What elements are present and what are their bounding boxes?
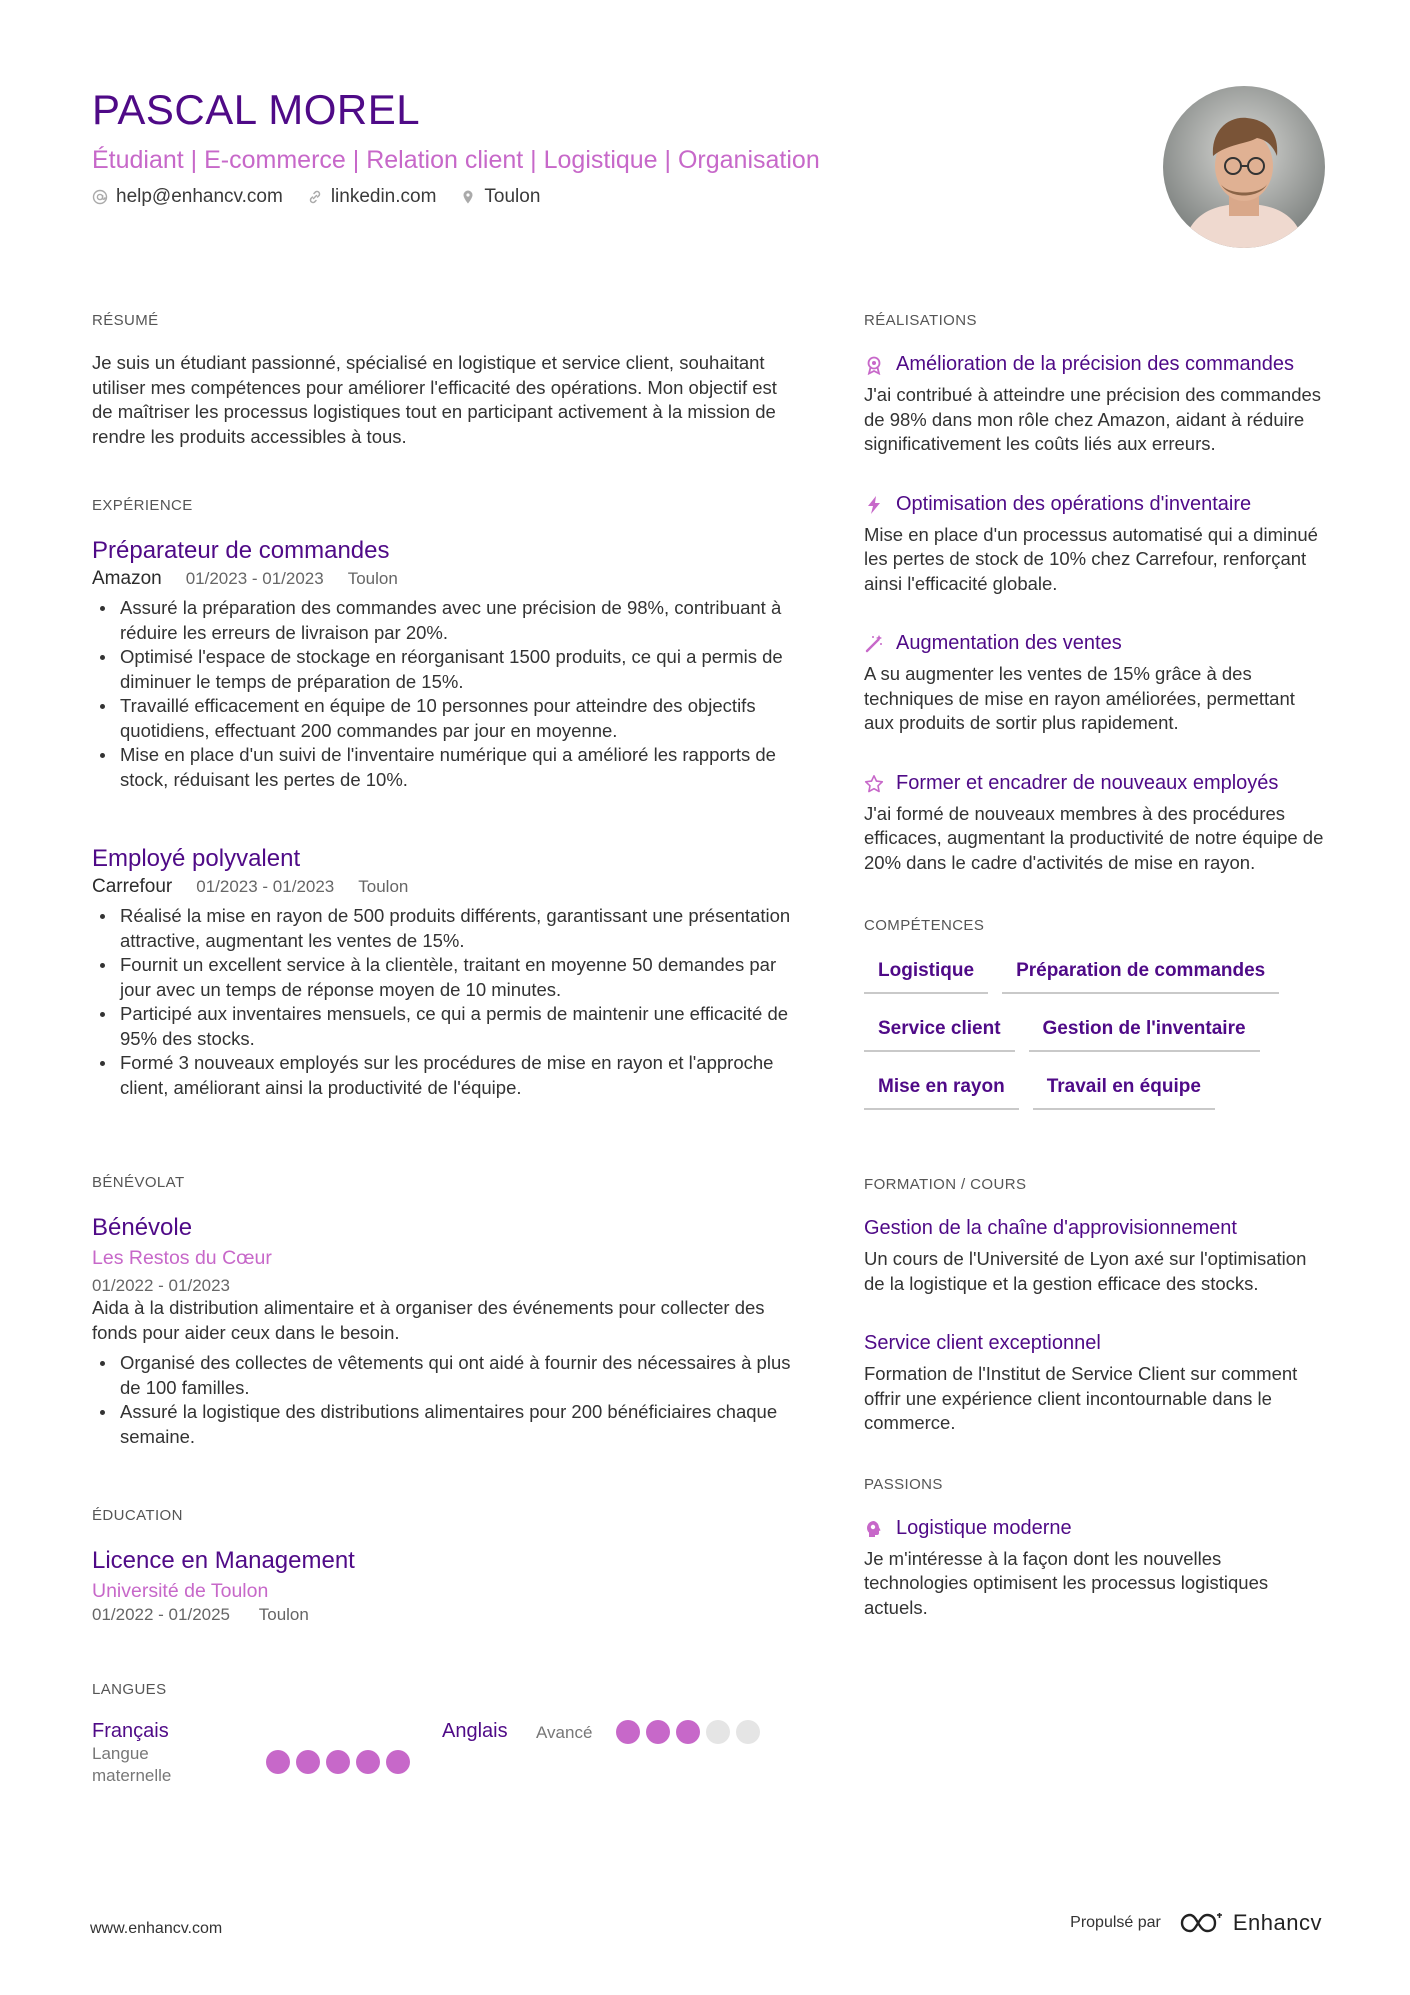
skills-section [864, 917, 1324, 1110]
achievement-title: Former et encadrer de nouveaux employés [896, 771, 1279, 794]
rating-dot-filled [646, 1720, 670, 1744]
job-company: Amazon [92, 568, 162, 589]
achievement-desc: J'ai contribué à atteindre une précision des commandes de 98% dans mon rôle chez Amazon, aidant à réduire significativement les coûts liés aux erreurs. [864, 384, 1322, 454]
passions-section [864, 1476, 1324, 1621]
job-role: Employé polyvalent [92, 845, 301, 872]
achievement-title: Amélioration de la précision des commandes [896, 353, 1294, 375]
language-name: Français [92, 1720, 169, 1742]
job-meta [92, 568, 792, 590]
link-icon [307, 189, 323, 205]
brand-logo[interactable] [1179, 1910, 1322, 1936]
course-item [864, 1215, 1324, 1296]
passion-title: Logistique moderne [896, 1516, 1072, 1539]
contact-email[interactable] [92, 186, 283, 208]
bullet-item: Assuré la préparation des commandes avec une précision de 98%, contribuant à réduire les erreurs de livraison par 20%. [92, 596, 792, 645]
headline: Étudiant | E-commerce | Relation client | Logistique | Organisation [92, 146, 820, 174]
education-location: Toulon [258, 1605, 309, 1624]
lightning-icon [864, 495, 884, 515]
language-level: Langue maternelle [92, 1744, 172, 1785]
course-item [864, 1330, 1324, 1436]
at-icon [92, 189, 108, 205]
skills-list [864, 956, 1324, 1110]
job-bullets [92, 596, 792, 792]
job-dates: 01/2023 - 01/2023 [196, 877, 335, 896]
experience-heading: EXPÉRIENCE [92, 497, 193, 514]
job-company: Carrefour [92, 876, 173, 897]
achievement-item [864, 351, 1324, 457]
bullet-item: Optimisé l'espace de stockage en réorganisant 1500 produits, ce qui a permis de diminuer le temps de préparation de 15%. [92, 645, 792, 694]
language-rating [266, 1750, 410, 1787]
skill-tag: Travail en équipe [1033, 1072, 1215, 1110]
rating-dot-filled [386, 1750, 410, 1774]
achievement-desc: J'ai formé de nouveaux membres à des procédures efficaces, augmentant la productivité de notre équipe de 20% dans le cadre d'activités de mise en rayon. [864, 802, 1324, 873]
job-location: Toulon [358, 877, 409, 896]
language-item [92, 1720, 442, 1787]
right-column [864, 312, 1324, 1668]
brain-head-icon [864, 1519, 884, 1539]
job-location: Toulon [347, 569, 398, 588]
skill-tag: Logistique [864, 956, 988, 994]
skill-tag: Service client [864, 1014, 1015, 1052]
bullet-item: Assuré la logistique des distributions alimentaires pour 200 bénéficiaires chaque semaine. [92, 1400, 792, 1449]
volunteer-dates: 01/2022 - 01/2023 [92, 1276, 231, 1295]
skills-heading: COMPÉTENCES [864, 917, 985, 934]
achievement-title: Augmentation des ventes [896, 632, 1122, 654]
skill-tag: Préparation de commandes [1002, 956, 1279, 994]
language-rating [616, 1720, 760, 1787]
enhancv-logo-icon [1179, 1911, 1225, 1935]
volunteer-bullets [92, 1351, 792, 1449]
skill-tag: Mise en rayon [864, 1072, 1019, 1110]
bullet-item: Formé 3 nouveaux employés sur les procédures de mise en rayon et l'approche client, améliorant ainsi la productivité de l'équipe. [92, 1051, 792, 1100]
location-text: Toulon [484, 186, 541, 207]
achievement-item [864, 491, 1324, 597]
linkedin-text: linkedin.com [330, 186, 437, 207]
volunteer-heading: BÉNÉVOLAT [92, 1174, 185, 1191]
bullet-item: Participé aux inventaires mensuels, ce qui a permis de maintenir une efficacité de 95% des stocks. [92, 1002, 792, 1051]
footer-branding [1070, 1910, 1322, 1936]
candidate-name: PASCAL MOREL [92, 86, 421, 133]
rating-dot-filled [296, 1750, 320, 1774]
education-meta [92, 1605, 792, 1625]
achievement-title: Optimisation des opérations d'inventaire [896, 492, 1252, 515]
languages-list [92, 1720, 792, 1787]
bullet-item: Mise en place d'un suivi de l'inventaire numérique qui a amélioré les rapports de stock, réduisant les pertes de 10%. [92, 743, 792, 792]
job-entry [92, 844, 792, 1100]
passion-item [864, 1515, 1324, 1621]
job-meta [92, 876, 792, 898]
rating-dot-filled [676, 1720, 700, 1744]
rating-dot-empty [706, 1720, 730, 1744]
contact-location [460, 186, 540, 208]
summary-section [92, 312, 792, 449]
profile-photo [1163, 86, 1325, 248]
education-section [92, 1507, 792, 1625]
languages-heading: LANGUES [92, 1681, 167, 1698]
summary-heading: RÉSUMÉ [92, 312, 159, 329]
rating-dot-filled [326, 1750, 350, 1774]
language-item [442, 1720, 792, 1787]
achievements-section [864, 312, 1324, 875]
bullet-item: Réalisé la mise en rayon de 500 produits différents, garantissant une présentation attractive, augmentant les ventes de 15%. [92, 904, 792, 953]
volunteer-org: Les Restos du Cœur [92, 1247, 272, 1269]
experience-section [92, 497, 792, 1100]
education-dates: 01/2022 - 01/2025 [92, 1605, 231, 1624]
bullet-item: Travaillé efficacement en équipe de 10 personnes pour atteindre des objectifs quotidiens, effectuant 200 commandes par jour en moyenne. [92, 694, 792, 743]
courses-heading: FORMATION / COURS [864, 1176, 1027, 1193]
magic-wand-icon [864, 634, 884, 654]
degree: Licence en Management [92, 1547, 355, 1574]
contact-bar [92, 186, 540, 208]
languages-section [92, 1681, 792, 1787]
achievement-desc: Mise en place d'un processus automatisé qui a diminué les pertes de stock de 10% chez Carrefour, renforçant ainsi l'efficacité globale. [864, 523, 1318, 594]
volunteer-description: Aida à la distribution alimentaire et à organiser des événements pour collecter des fonds pour aider ceux dans le besoin. [92, 1297, 765, 1343]
contact-linkedin[interactable] [307, 186, 437, 208]
footer-website[interactable]: www.enhancv.com [90, 1920, 223, 1937]
brand-name: Enhancv [1232, 1910, 1322, 1935]
left-column [92, 312, 792, 1835]
bullet-item: Fournit un excellent service à la clientèle, traitant en moyenne 50 demandes par jour avec un temps de réponse moyen de 10 minutes. [92, 953, 792, 1002]
course-desc: Formation de l'Institut de Service Client sur comment offrir une expérience client incontournable dans le commerce. [864, 1363, 1298, 1433]
job-entry [92, 536, 792, 792]
rating-dot-filled [266, 1750, 290, 1774]
language-level: Avancé [536, 1723, 593, 1742]
achievement-item [864, 630, 1324, 736]
skill-tag: Gestion de l'inventaire [1029, 1014, 1260, 1052]
language-text [92, 1720, 266, 1787]
rating-dot-empty [736, 1720, 760, 1744]
bullet-item: Organisé des collectes de vêtements qui ont aidé à fournir des nécessaires à plus de 100 familles. [92, 1351, 792, 1400]
award-icon [864, 355, 884, 375]
education-heading: ÉDUCATION [92, 1507, 183, 1524]
passions-heading: PASSIONS [864, 1475, 943, 1493]
job-bullets [92, 904, 792, 1100]
email-text: help@enhancv.com [116, 186, 283, 207]
volunteer-section [92, 1174, 792, 1449]
achievement-desc: A su augmenter les ventes de 15% grâce à des techniques de mise en rayon améliorées, permettant aux produits de sortir plus rapidement. [864, 663, 1295, 733]
language-name: Anglais [442, 1720, 508, 1742]
achievements-heading: RÉALISATIONS [864, 312, 977, 329]
courses-section [864, 1176, 1324, 1436]
location-pin-icon [460, 189, 476, 205]
passion-desc: Je m'intéresse à la façon dont les nouvelles technologies optimisent les processus logistiques actuels. [864, 1547, 1269, 1618]
job-role: Préparateur de commandes [92, 537, 390, 564]
rating-dot-filled [356, 1750, 380, 1774]
job-dates: 01/2023 - 01/2023 [185, 569, 324, 588]
rating-dot-filled [616, 1720, 640, 1744]
course-desc: Un cours de l'Université de Lyon axé sur l'optimisation de la logistique et la gestion efficace des stocks. [864, 1248, 1307, 1294]
achievement-item [864, 770, 1324, 876]
powered-by-label: Propulsé par [1070, 1914, 1161, 1931]
course-title: Gestion de la chaîne d'approvisionnement [864, 1217, 1237, 1239]
star-icon [864, 774, 884, 794]
summary-text: Je suis un étudiant passionné, spécialisé en logistique et service client, souhaitant utiliser mes compétences pour améliorer l'efficacité des opérations. Mon objectif est de maîtriser les processus logistiques tout en participant activement à la mission de rendre les produits accessibles à tous. [92, 352, 777, 447]
course-title: Service client exceptionnel [864, 1332, 1101, 1354]
school: Université de Toulon [92, 1580, 269, 1602]
volunteer-role: Bénévole [92, 1214, 193, 1241]
